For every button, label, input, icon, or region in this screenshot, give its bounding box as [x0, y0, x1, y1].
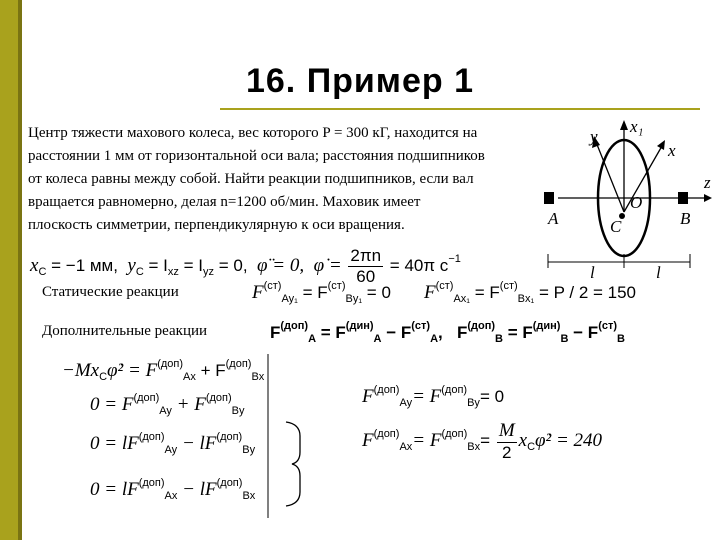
eq-term: = 0 — [366, 283, 391, 302]
moment-fraction — [497, 420, 517, 463]
l-label-left: l — [590, 263, 595, 282]
paragraph-line: Центр тяжести махового колеса, вес которого P = 300 кГ, находится на — [28, 125, 478, 141]
eq-sup: (ст) — [435, 280, 454, 292]
eq-sub: Ax — [399, 440, 413, 453]
iyz-symbol: = I — [178, 255, 204, 275]
eq-sub: Ay — [399, 397, 413, 409]
eq-sub: By — [231, 405, 245, 417]
eq-sup: (доп) — [157, 358, 184, 370]
a-label: A — [548, 209, 559, 228]
eq-sub: A — [373, 333, 382, 345]
b-label: B — [680, 209, 691, 228]
eq-sup: (доп) — [216, 431, 243, 443]
eq-term: 0 = lF — [90, 479, 139, 500]
eq-sup: (доп) — [138, 477, 165, 489]
dynamic-reactions-equation — [270, 320, 625, 345]
eq-sub: Ax₁ — [453, 293, 471, 305]
eq-term: = — [480, 430, 491, 450]
eq-term: = F — [474, 283, 500, 302]
paragraph-line: плоскость симметрии, перпендикулярную к оси вращения. — [28, 217, 405, 233]
eq-sub: By — [467, 397, 480, 409]
ixz-subscript: xz — [167, 265, 179, 278]
eq-term: F — [362, 386, 374, 407]
system-equation-4 — [90, 477, 255, 502]
eq-sub: Ay — [159, 405, 172, 417]
yc-subscript: C — [135, 265, 144, 278]
y-label: y — [590, 127, 598, 146]
x1-arrowhead — [620, 120, 628, 130]
eq-term: = F — [412, 429, 442, 451]
phi-dot-symbol: φ̇ = — [313, 254, 342, 276]
fraction-denominator: 60 — [356, 267, 376, 286]
eq-sub: Ax — [183, 371, 196, 383]
static-reactions-label: Статические реакции — [42, 284, 179, 300]
z-arrowhead — [704, 194, 712, 202]
eq-sup: (ст) — [598, 320, 618, 332]
eq-sup: (доп) — [280, 320, 309, 332]
eq-term: F — [362, 429, 374, 451]
flywheel-diagram — [540, 112, 720, 282]
xc-value: = −1 мм, — [46, 255, 118, 275]
eq-sup: (ст) — [411, 320, 431, 332]
omega-exponent: −1 — [448, 252, 461, 265]
eq-term: = F — [320, 323, 346, 342]
eq-term: 0 = lF — [90, 433, 139, 454]
eq-sub: By — [242, 444, 256, 456]
static-reactions-equation — [252, 280, 636, 305]
eq-sup: (доп) — [373, 427, 400, 440]
bearing-a — [544, 192, 554, 204]
problem-paragraph — [28, 122, 588, 237]
eq-sup: (ст) — [327, 280, 346, 292]
eq-term: − F — [573, 323, 599, 342]
eq-sup: (ст) — [499, 280, 518, 292]
eq-term: − lF — [177, 479, 217, 500]
x1-label: x₁ — [630, 117, 644, 136]
l-label-right: l — [656, 263, 661, 282]
eq-term: = P / 2 = 150 — [538, 283, 637, 302]
z-label: z — [704, 173, 711, 192]
eq-sup: (ст) — [263, 280, 282, 292]
eq-term: 0 = F — [90, 394, 134, 415]
xc-symbol: x — [30, 254, 39, 276]
xc-subscript: C — [38, 265, 47, 278]
eq-sub: Ay₁ — [281, 293, 298, 305]
eq-sup: (дин) — [532, 320, 561, 332]
paragraph-line: от колеса равны между собой. Найти реакции подшипников, если вал — [28, 171, 474, 187]
eq-sup: (доп) — [441, 427, 468, 440]
result-equation-2 — [362, 420, 602, 463]
eq-term: = F — [507, 323, 533, 342]
eq-sub: C — [527, 440, 536, 453]
o-label: O — [630, 193, 643, 212]
eq-sup: (дин) — [345, 320, 374, 332]
zero-value: = 0, — [214, 255, 248, 275]
title-divider — [220, 108, 700, 110]
eq-term: + F — [171, 394, 206, 415]
eq-sub: B — [617, 333, 625, 345]
omega-value: = 40π с — [389, 255, 449, 275]
yc-symbol: y — [127, 254, 136, 276]
eq-sub: A — [430, 333, 439, 345]
eq-sub: By₁ — [345, 293, 363, 305]
fraction-denominator: 2 — [501, 443, 512, 462]
system-brackets — [256, 352, 306, 522]
c-label: C — [610, 217, 622, 236]
eq-term: F — [423, 282, 436, 303]
result-equation-1 — [362, 384, 504, 409]
dynamic-reactions-label: Дополнительные реакции — [42, 323, 208, 339]
eq-sub: A — [308, 333, 317, 345]
eq-term: φ̇² = F — [107, 360, 158, 381]
eq-sup: (доп) — [205, 392, 232, 404]
eq-sup: (доп) — [133, 392, 160, 404]
bearing-b — [678, 192, 688, 204]
curly-brace — [286, 422, 300, 506]
eq-term: + F — [195, 361, 226, 380]
eq-term: F — [456, 323, 468, 342]
eq-sub: Ay — [164, 444, 178, 456]
eq-term: − F — [386, 323, 412, 342]
x-label: x — [668, 141, 676, 160]
eq-sub: Bx₁ — [517, 293, 535, 305]
eq-term: = 0 — [479, 387, 505, 406]
eq-sup: (доп) — [467, 320, 496, 332]
paragraph-line: расстоянии 1 мм от горизонтальной оси вала; расстояния подшипников — [28, 148, 485, 164]
fraction-numerator: 2πn — [350, 246, 382, 265]
iyz-subscript: yz — [203, 265, 215, 278]
phi-ddot-equation: φ̈ = 0, — [257, 254, 305, 276]
eq-term: F — [252, 282, 264, 303]
slide-title: 16. Пример 1 — [245, 62, 474, 100]
eq-sup: (доп) — [216, 477, 243, 489]
eq-sub: Bx — [242, 490, 256, 502]
paragraph-line: вращается равномерно, делая n=1200 об/мин. Маховик имеет — [28, 194, 421, 210]
eq-sub: Bx — [251, 371, 265, 383]
eq-sub: B — [495, 333, 503, 345]
eq-sub: B — [560, 333, 569, 345]
eq-sub: Ax — [164, 490, 178, 502]
eq-sup: (доп) — [225, 358, 252, 370]
system-equation-2 — [90, 392, 245, 417]
eq-sub: Bx — [467, 440, 481, 453]
eq-term: = F — [302, 283, 328, 302]
eq-sup: (доп) — [441, 384, 468, 396]
ixz-symbol: = I — [143, 255, 168, 275]
fraction-numerator: M — [498, 420, 515, 441]
eq-term: = F — [412, 386, 442, 407]
eq-sup: (доп) — [373, 384, 400, 396]
eq-term: −Mx — [62, 360, 100, 381]
system-equation-1 — [62, 358, 264, 383]
eq-term: F — [270, 323, 281, 342]
eq-term: φ̇² = 240 — [535, 429, 603, 451]
eq-term: x — [518, 429, 528, 451]
eq-sub: C — [99, 371, 108, 383]
eq-sup: (доп) — [138, 431, 165, 443]
eq-term: − lF — [177, 433, 217, 454]
system-equation-3 — [90, 431, 255, 456]
eq-term: , — [438, 323, 443, 342]
